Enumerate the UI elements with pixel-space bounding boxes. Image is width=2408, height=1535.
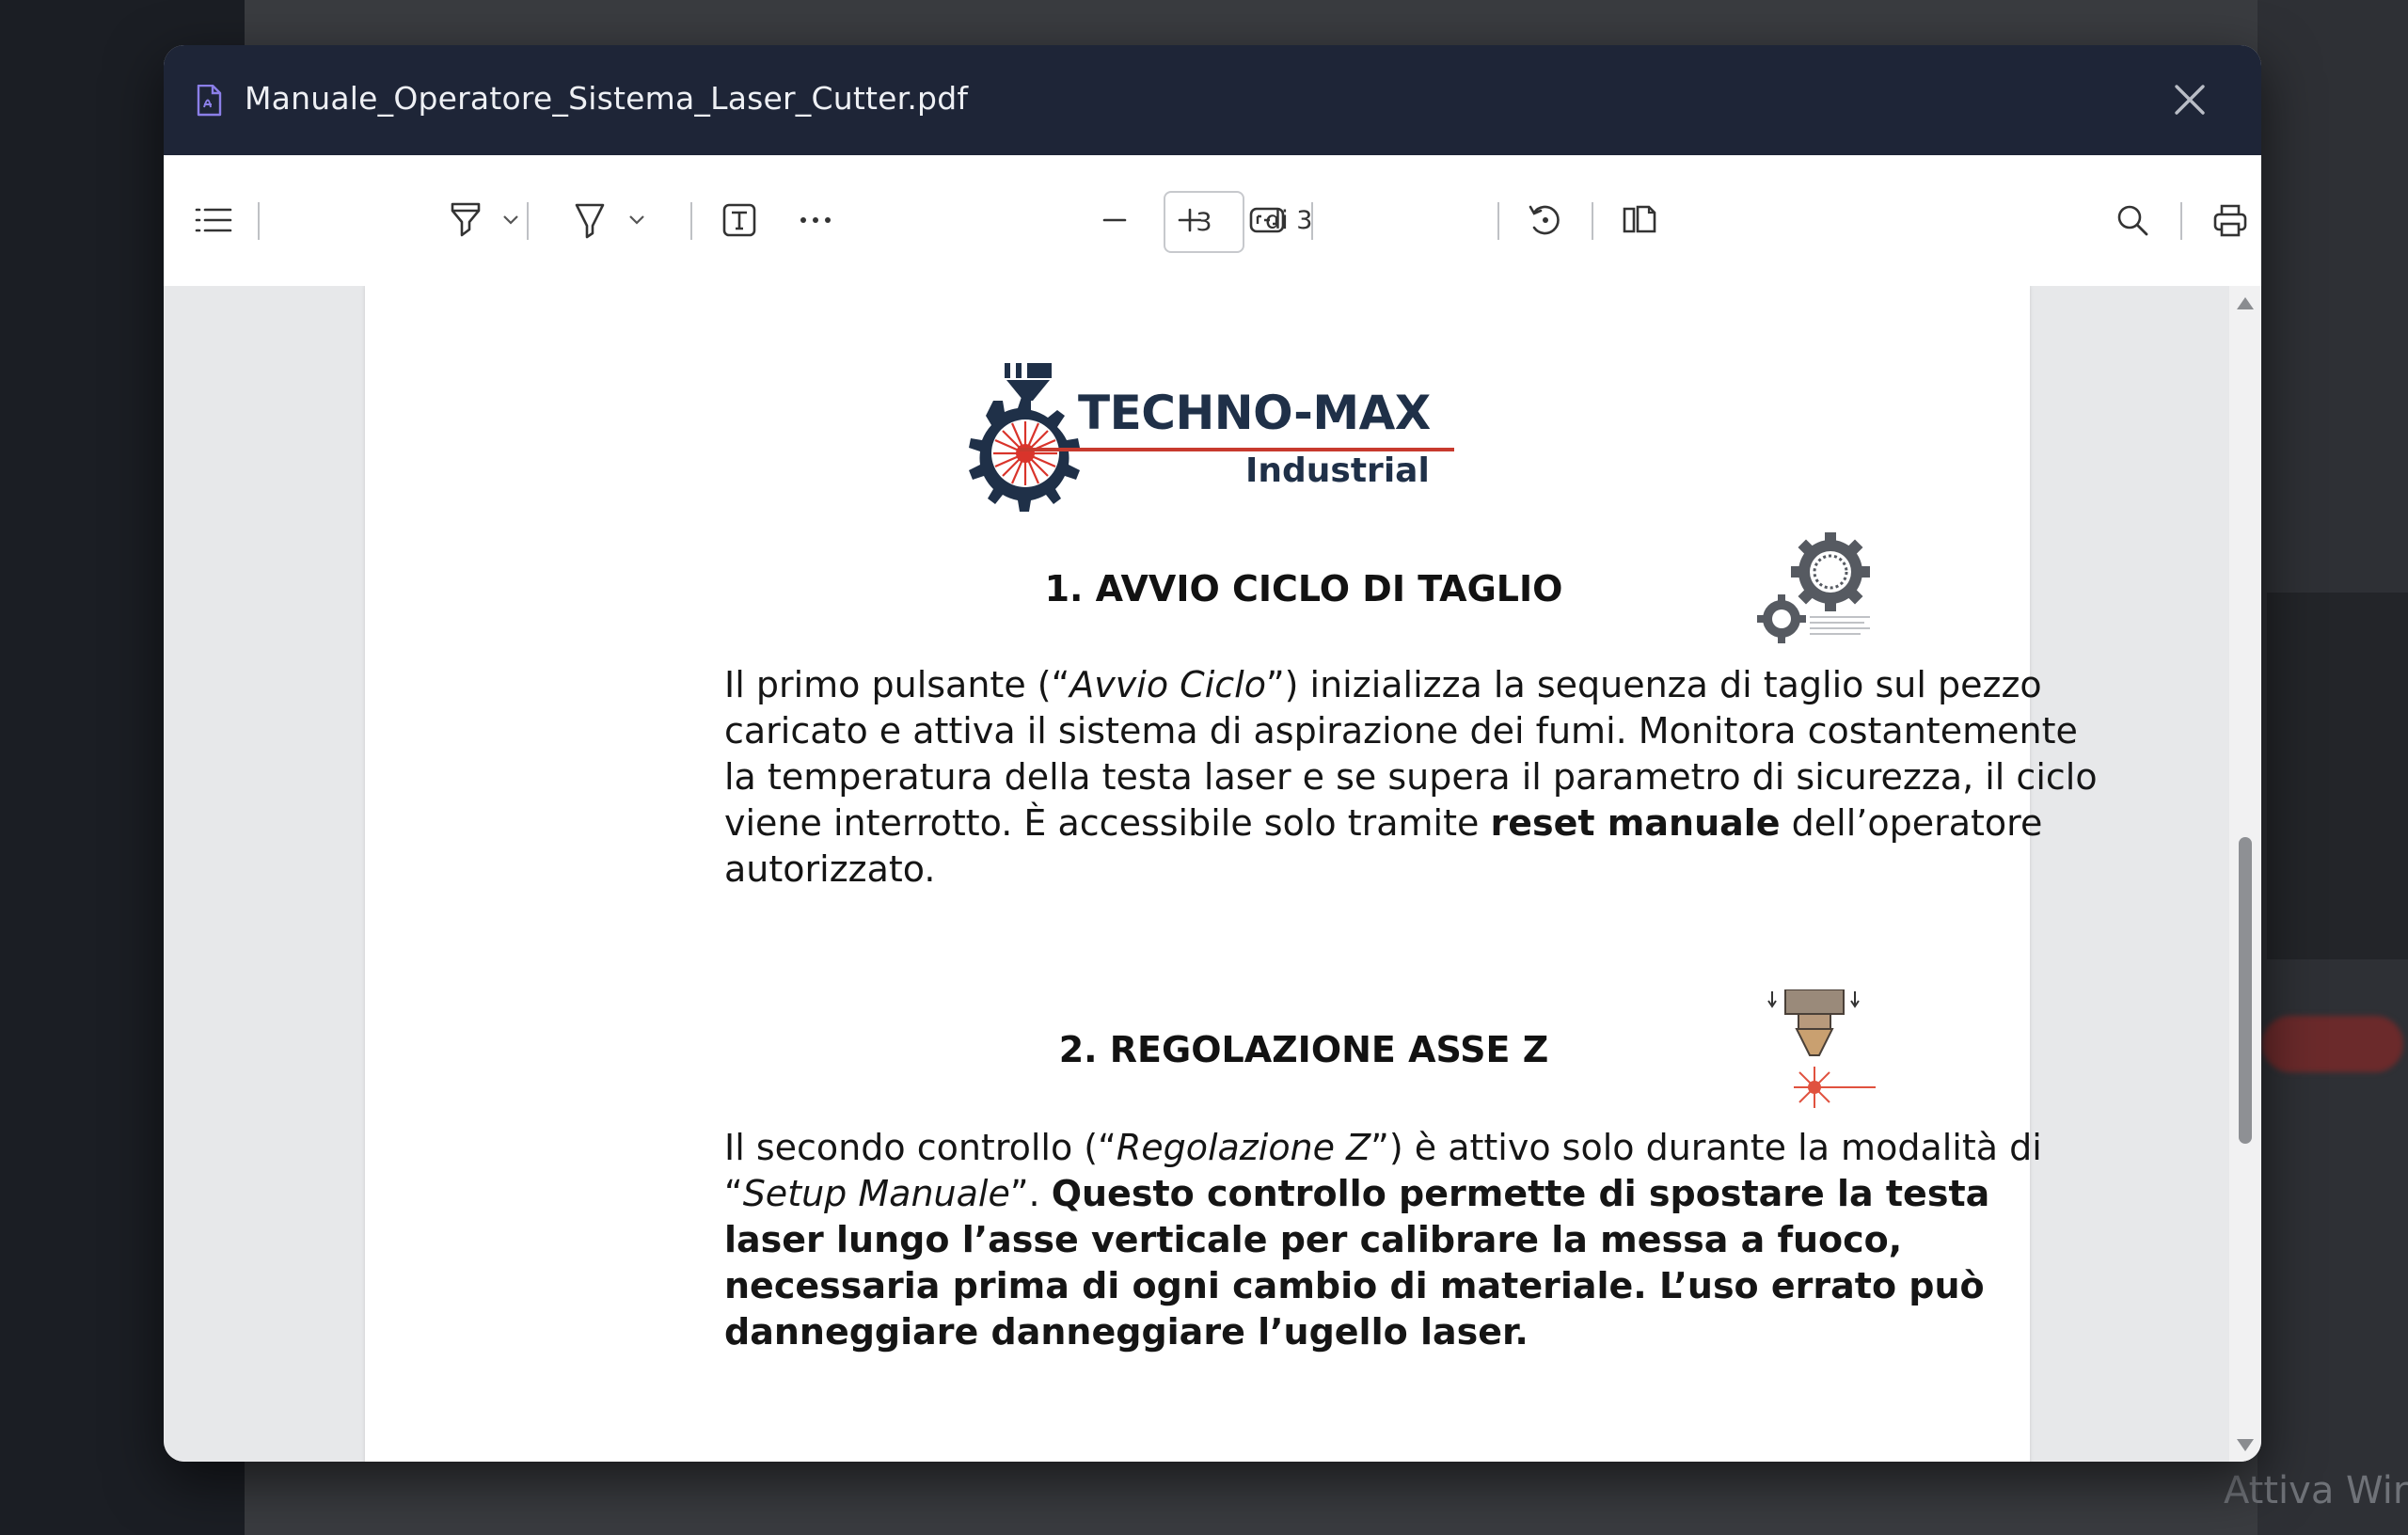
scroll-down-arrow[interactable] [2237,1439,2254,1451]
logo-subtitle: Industrial [1245,451,1430,490]
toolbar-separator [690,202,692,240]
windows-activation-watermark: Attiva Wir [2224,1469,2408,1512]
contents-list-icon[interactable] [190,197,237,244]
chevron-down-icon[interactable] [497,197,525,244]
toolbar-separator [527,202,529,240]
title-bar [164,45,2261,155]
text-box-icon[interactable] [716,197,763,244]
document-icon [196,85,222,117]
toolbar [164,155,2261,287]
pdf-page [365,286,2098,1462]
section-heading-avvio-ciclo: 1. AVVIO CICLO DI TAGLIO [1044,568,1563,609]
chevron-down-icon[interactable] [623,197,651,244]
toolbar-separator [258,202,260,240]
window-title: Manuale_Operatore_Sistema_Laser_Cutter.pdf [245,80,969,117]
search-icon[interactable] [2109,197,2156,244]
section-paragraph-avvio-ciclo: Il primo pulsante (“Avvio Ciclo”) inizializza la sequenza di taglio sul pezzo caricato e attiva il sistema di aspirazione dei fumi. Monitora costantemente la temperatura della testa laser e se supera il parametro di sicurezza, il ciclo viene interrotto. È accessibile solo tramite reset manuale dell’operatore autorizzato. [724,664,2098,890]
page-number-input[interactable]: 3 [1164,191,1244,253]
draw-icon[interactable] [566,197,613,244]
zoom-out-icon[interactable] [1091,197,1138,244]
toolbar-separator [1592,202,1593,240]
two-page-icon[interactable] [1616,197,1663,244]
rotate-icon[interactable] [1522,197,1569,244]
logo-name: TECHNO-MAX [1078,386,1431,440]
toolbar-separator [2180,202,2182,240]
scrollbar-thumb[interactable] [2239,837,2252,1144]
pdf-viewer-window [164,45,2261,1462]
page-count: di 3 [1265,206,1313,235]
section-heading-regolazione-asse-z: 2. REGOLAZIONE ASSE Z [1058,1029,1549,1070]
highlight-icon[interactable] [442,197,489,244]
toolbar-separator [1497,202,1499,240]
document-viewport[interactable] [164,286,2261,1462]
print-icon[interactable] [2207,197,2254,244]
more-icon[interactable] [792,197,839,244]
background-app-button [2262,1016,2403,1072]
close-icon[interactable] [2167,77,2212,122]
background-app-panel [2267,593,2408,959]
scroll-up-arrow[interactable] [2237,297,2254,309]
section-paragraph-regolazione-asse-z: Il secondo controllo (“Regolazione Z”) è attivo solo durante la modalità di “Setup Manuale”. Questo controllo permette di spostare la testa laser lungo l’asse verticale per calibrare la messa a fuoco, necessaria prima di ogni cambio di materiale. L’uso errato può danneggiare danneggiare l’ugello laser. [724,1127,2042,1353]
